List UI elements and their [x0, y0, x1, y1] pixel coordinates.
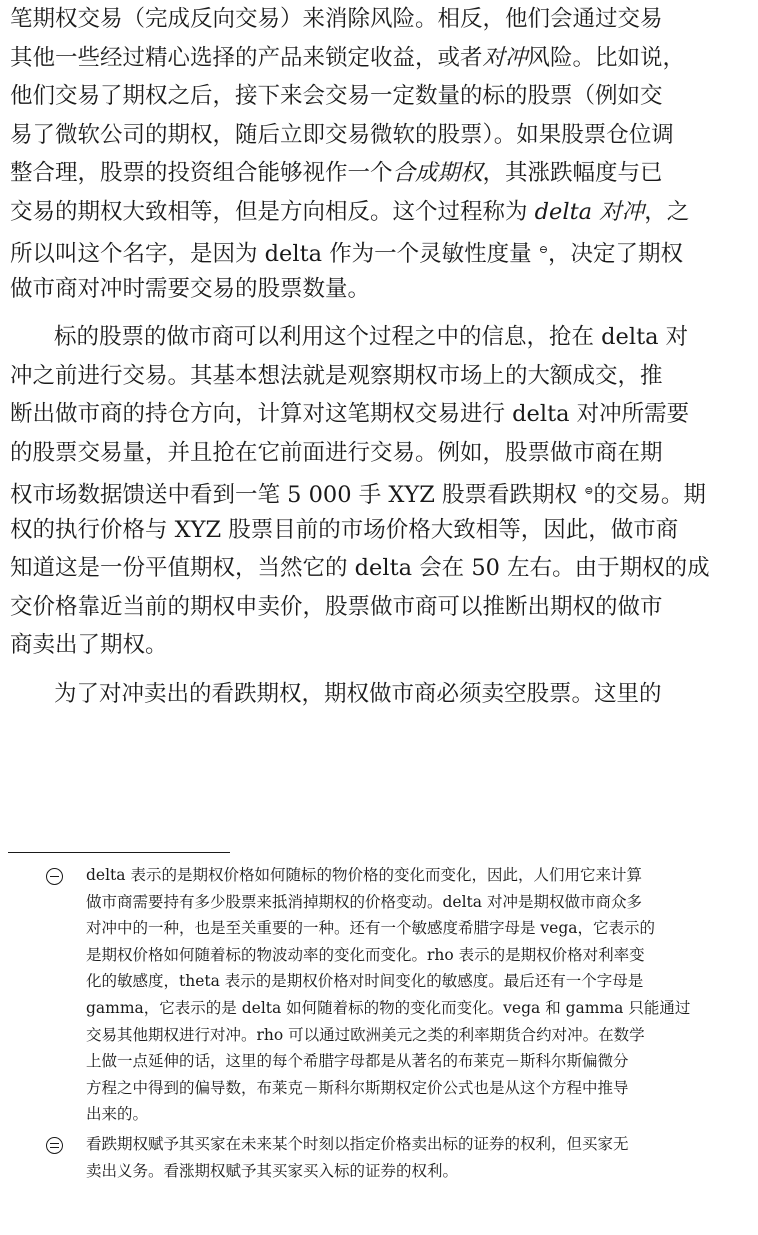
- footnotes: [46, 862, 756, 1184]
- footnote-line: 交易其他期权进行对冲。rho 可以通过欧洲美元之类的利率期货合约对冲。在数学: [86, 1025, 645, 1044]
- text-segment: 的交易。期: [593, 482, 706, 508]
- footnote-line: 化的敏感度，theta 表示的是期权价格对时间变化的敏感度。最后还有一个字母是: [86, 972, 644, 991]
- footnote-1: [46, 862, 756, 1128]
- text-line: [10, 39, 750, 78]
- main-text: [10, 0, 750, 713]
- text-line: 权的执行价格与 XYZ 股票目前的市场价格大致相等，因此，做市商: [10, 516, 679, 543]
- text-line: 标的股票的做市商可以利用这个过程之中的信息，抢在 delta 对: [54, 324, 689, 350]
- footnote-ref-1: ⊖: [538, 243, 549, 256]
- footnote-line: 是期权价格如何随着标的物波动率的变化而变化。rho 表示的是期权价格对利率变: [86, 945, 645, 964]
- text-line: [10, 231, 750, 270]
- footnote-line: 方程之中得到的偏导数，布莱克－斯科尔斯期权定价公式也是从这个方程中推导: [86, 1078, 629, 1097]
- text-segment: ，其涨跌幅度与已: [482, 160, 663, 186]
- emphasis-term: 对冲: [482, 44, 528, 71]
- text-segment: 整合理，股票的投资组合能够视作一个: [10, 160, 393, 186]
- footnote-marker-circled-one-icon: [46, 868, 63, 885]
- footnote-line: 上做一点延伸的话，这里的每个希腊字母都是从著名的布莱克－斯科尔斯偏微分: [86, 1052, 629, 1071]
- text-line: 做市商对冲时需要交易的股票数量。: [10, 275, 371, 302]
- text-line: 知道这是一份平值期权，当然它的 delta 会在 50 左右。由于期权的成: [10, 555, 710, 581]
- text-segment: ，之: [644, 198, 690, 225]
- footnote-line: 卖出义务。看涨期权赋予其买家买入标的证券的权利。: [86, 1161, 459, 1180]
- text-line: 为了对冲卖出的看跌期权，期权做市商必须卖空股票。这里的: [54, 680, 662, 707]
- footnote-ref-2: ⊜: [584, 484, 594, 497]
- text-line: 他们交易了期权之后，接下来会交易一定数量的标的股票（例如交: [10, 83, 663, 109]
- text-segment: ，决定了期权: [548, 241, 684, 267]
- text-line: 断出做市商的持仓方向，计算对这笔期权交易进行 delta 对冲所需要: [10, 401, 690, 427]
- footnote-marker-circled-two-icon: [46, 1137, 63, 1154]
- emphasis-term: 合成期权: [392, 160, 483, 186]
- text-line: 的股票交易量，并且抢在它前面进行交易。例如，股票做市商在期: [10, 439, 663, 466]
- text-line: [10, 193, 750, 232]
- emphasis-term: delta 对冲: [534, 198, 645, 225]
- footnote-2: [46, 1131, 756, 1184]
- text-line: 冲之前进行交易。其基本想法就是观察期权市场上的大额成交，推: [10, 362, 663, 389]
- footnote-line: 对冲中的一种，也是至关重要的一种。还有一个敏感度希腊字母是 vega，它表示的: [86, 919, 656, 938]
- text-line: 交价格靠近当前的期权申卖价，股票做市商可以推断出期权的做市: [10, 593, 663, 620]
- footnote-line: 出来的。: [86, 1105, 149, 1124]
- footnote-line: 看跌期权赋予其买家在未来某个时刻以指定价格卖出标的证券的权利，但买家无: [86, 1134, 629, 1153]
- text-segment: 其他一些经过精心选择的产品来锁定收益，或者: [10, 44, 483, 71]
- text-segment: 所以叫这个名字，是因为 delta 作为一个灵敏性度量: [10, 241, 539, 267]
- footnote-line: 做市商需要持有多少股票来抵消掉期权的价格变动。delta 对冲是期权做市商众多: [86, 892, 642, 911]
- text-segment: 风险。比如说，: [527, 44, 686, 71]
- text-line: [10, 154, 750, 193]
- footnote-line: delta 表示的是期权价格如何随标的物价格的变化而变化，因此，人们用它来计算: [86, 866, 642, 884]
- text-segment: 权市场数据馈送中看到一笔 5 000 手 XYZ 股票看跌期权: [10, 482, 585, 508]
- text-segment: 交易的期权大致相等，但是方向相反。这个过程称为: [10, 198, 535, 225]
- text-line: [10, 472, 750, 511]
- footnote-line: gamma，它表示的是 delta 如何随着标的物的变化而变化。vega 和 gamma 只能通过: [86, 998, 691, 1017]
- text-line: 笔期权交易（完成反向交易）来消除风险。相反，他们会通过交易: [10, 6, 663, 32]
- text-line: 易了微软公司的期权，随后立即交易微软的股票）。如果股票仓位调: [10, 121, 674, 148]
- footnote-divider: [8, 852, 230, 853]
- text-line: 商卖出了期权。: [10, 632, 168, 658]
